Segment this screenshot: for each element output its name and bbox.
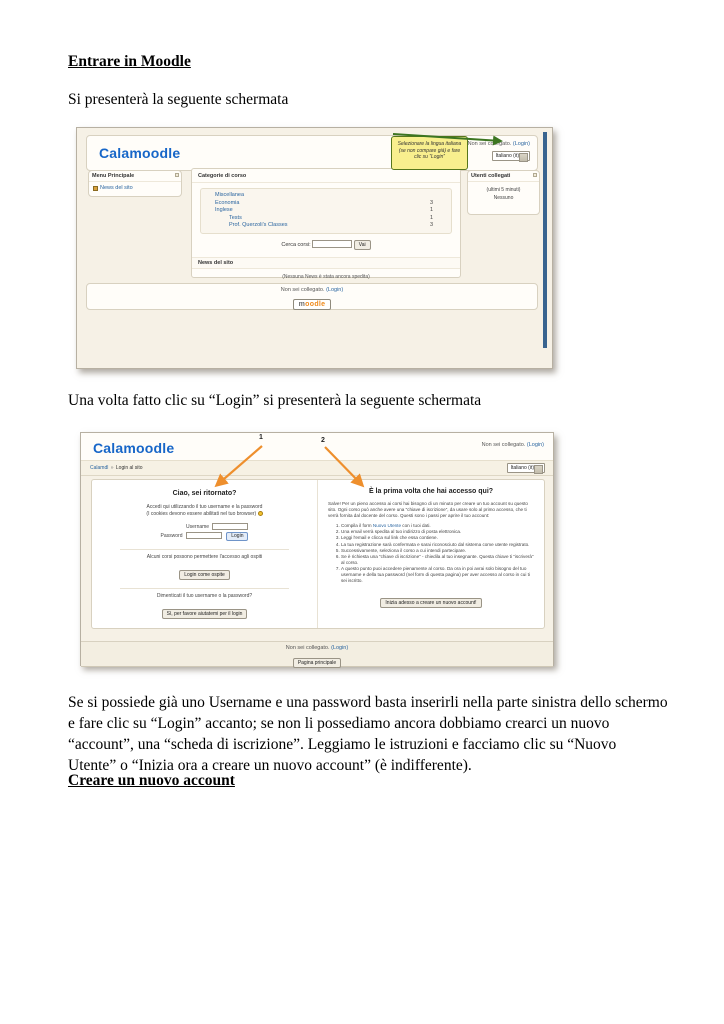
returning-user-title: Ciao, sei ritornato? <box>172 490 237 497</box>
moodle-homepage-screenshot <box>76 127 553 369</box>
login-main-panel <box>91 479 545 629</box>
password-input[interactable] <box>186 532 222 539</box>
hide-block-icon[interactable] <box>175 173 179 177</box>
category-link[interactable]: Inglese <box>215 207 233 213</box>
course-categories-panel <box>191 168 461 278</box>
breadcrumb <box>90 465 143 471</box>
login-link[interactable]: (Login) <box>526 442 544 448</box>
site-header <box>86 135 538 171</box>
category-row <box>201 215 451 223</box>
categories-title: Categorie di corso <box>192 169 460 183</box>
new-user-link[interactable]: Nuovo Utente <box>372 523 402 529</box>
site-news-empty-text: (Nessuna News è stata ancora spedita) <box>282 273 370 280</box>
search-label: Cerca corsi: <box>281 241 311 248</box>
language-callout-note: Selezionare la lingua italiana (se non compare già) e fare clic su “Login” <box>391 136 468 170</box>
categories-list <box>200 188 452 234</box>
language-select[interactable]: Italiano (it) <box>492 151 530 161</box>
signup-step: 5. Successivamente, seleziona il corso a cui intendi partecipare. <box>341 548 534 554</box>
moodle-login-screenshot <box>80 432 554 666</box>
breadcrumb-home-link[interactable]: Calamdl <box>90 465 109 471</box>
category-count: 1 <box>429 214 433 221</box>
login-status-text: Non sei collegato. <box>467 141 512 147</box>
home-page-button[interactable]: Pagina principale <box>293 658 341 668</box>
news-forum-icon <box>93 186 98 191</box>
online-users-body <box>468 182 539 202</box>
site-title: Calamoodle <box>93 440 175 456</box>
password-row <box>161 532 249 541</box>
signup-step: 7. A questo punto puoi accedere pienamente al corso. Da ora in poi avrai solo bisogno del tuo username e della tua password (nel form di questa pagina) per aver accesso al corso in cui ti sei iscritto. <box>341 566 534 584</box>
doc-heading-creare-account: Creare un nuovo account <box>68 772 235 789</box>
online-users-block <box>467 170 540 215</box>
course-search-row <box>192 240 460 250</box>
footer-status-text: Non sei collegato. <box>280 287 325 293</box>
footer-login-line <box>87 287 537 293</box>
category-link[interactable]: Miscellanea <box>215 192 245 198</box>
page-footer <box>86 283 538 310</box>
online-users-value: Nessuno <box>493 195 514 201</box>
footer-login-line <box>81 645 553 651</box>
guest-access-text: Alcuni corsi possono permettere l'accesso agli ospiti <box>146 554 263 560</box>
category-row <box>201 200 451 208</box>
login-instructions-line2: (I cookies devono essere abilitati nel tuo browser) <box>146 510 257 517</box>
create-account-button[interactable]: Inizia adesso a creare un nuovo account! <box>380 598 481 608</box>
category-count: 3 <box>429 222 433 228</box>
login-status-text: Non sei collegato. <box>481 442 526 448</box>
language-select[interactable]: Italiano (it) <box>507 463 545 473</box>
news-link-label: News del sito <box>100 185 133 191</box>
forgot-password-button[interactable]: Sì, per favore aiutatemi per il login <box>162 609 248 619</box>
footer-login-link[interactable]: (Login) <box>326 287 344 293</box>
category-link[interactable]: Economia <box>215 199 240 206</box>
moodle-logo[interactable]: moodle <box>293 299 332 310</box>
footer-status-text: Non sei collegato. <box>285 645 330 651</box>
step-text: Compila il form <box>341 523 373 529</box>
category-link[interactable]: Prof. Querzoli's Classes <box>229 222 288 228</box>
username-row <box>161 523 249 530</box>
page-footer <box>81 641 553 667</box>
username-label: Username <box>186 523 210 530</box>
search-go-button[interactable]: Vai <box>354 240 371 250</box>
hide-block-icon[interactable] <box>533 173 537 177</box>
login-instructions-line1: Accedi qui utilizzando il tuo username e la password <box>146 504 263 510</box>
category-count: 1 <box>429 207 433 213</box>
main-menu-block <box>88 170 182 197</box>
online-users-header <box>468 171 539 182</box>
breadcrumb-current-page: Login al sito <box>115 465 143 471</box>
category-count: 3 <box>429 199 433 206</box>
new-account-title: È la prima volta che hai accesso qui? <box>368 488 494 495</box>
annotation-marker-1: 1 <box>259 434 263 441</box>
footer-login-link[interactable]: (Login) <box>331 645 349 651</box>
online-users-window: (ultimi 5 minuti) <box>486 187 521 193</box>
category-row <box>201 222 451 230</box>
course-search-input[interactable] <box>312 240 352 248</box>
login-status-line <box>482 442 544 448</box>
sidebar-item-news-del-sito[interactable] <box>89 182 181 194</box>
breadcrumb-separator-icon: » <box>110 465 114 471</box>
signup-step: 2. Una email verrà spedita al tuo indirizzo di posta elettronica. <box>341 529 534 535</box>
new-account-panel <box>318 480 544 628</box>
site-title: Calamoodle <box>99 145 181 161</box>
guest-login-button[interactable]: Login come ospite <box>179 570 230 580</box>
doc-paragraph-intro: Si presenterà la seguente schermata <box>68 91 289 108</box>
doc-paragraph-after-login: Una volta fatto clic su “Login” si presenterà la seguente schermata <box>68 392 482 409</box>
login-button[interactable]: Login <box>226 532 248 541</box>
forgot-password-text: Dimenticati il tuo username o la password? <box>156 593 253 599</box>
breadcrumb-bar <box>81 461 553 476</box>
doc-heading-entrare-in-moodle: Entrare in Moodle <box>68 53 191 70</box>
password-label: Password <box>160 533 183 539</box>
browser-scrollbar[interactable] <box>543 132 547 348</box>
site-news-title: News del sito <box>192 257 460 269</box>
signup-step: 3. Leggi l'email e clicca sul link che essa contiene. <box>341 535 534 541</box>
login-instructions <box>92 504 317 517</box>
category-link[interactable]: Tests <box>229 214 242 221</box>
main-menu-header <box>89 171 181 182</box>
signup-step: 6. Se è richiesta una “chiave di iscrizione” - chiedila al tuo insegnante. Questa chiave ti “iscriverà” al corso. <box>341 554 534 566</box>
divider <box>120 588 289 589</box>
login-link[interactable]: (Login) <box>512 141 530 147</box>
returning-user-panel <box>92 480 318 628</box>
username-input[interactable] <box>212 523 248 530</box>
login-form <box>161 521 249 541</box>
login-status-line <box>468 141 530 147</box>
category-row <box>201 207 451 215</box>
annotation-marker-2: 2 <box>321 437 325 444</box>
signup-steps-list <box>341 523 534 584</box>
help-icon[interactable] <box>258 511 263 516</box>
site-header <box>81 433 553 461</box>
main-menu-title: Menu Principale <box>92 173 135 179</box>
step-text: con i tuoi dati. <box>401 523 431 529</box>
divider <box>120 549 289 550</box>
category-row <box>201 192 451 200</box>
new-account-intro: Salve! Per un pieno accesso ai corsi hai bisogno di un minuto per creare un tuo account su questo sito. Ogni corso può anche avere una “chiave di iscrizione”, da usare solo al primo accesso, che ti verrà fornita dal docente del corso. Questi sono i passi per aprire il tuo account: <box>328 501 528 519</box>
signup-step: 4. La tua registrazione sarà confermata e sarai riconosciuto dal sistema come utente registrato. <box>341 542 534 548</box>
online-users-title: Utenti collegati <box>471 173 511 179</box>
doc-paragraph-explanation: Se si possiede già uno Username e una password basta inserirli nella parte sinistra dello schermo e fare clic su “Login” accanto; se non li possediamo ancora dobbiamo crearci un nuovo “account”, una “scheda di iscrizione”. Leggiamo le istruzioni e facciamo clic su “Nuovo Utente” o “Inizia ora a creare un nuovo account” (è indifferente). <box>68 694 668 774</box>
